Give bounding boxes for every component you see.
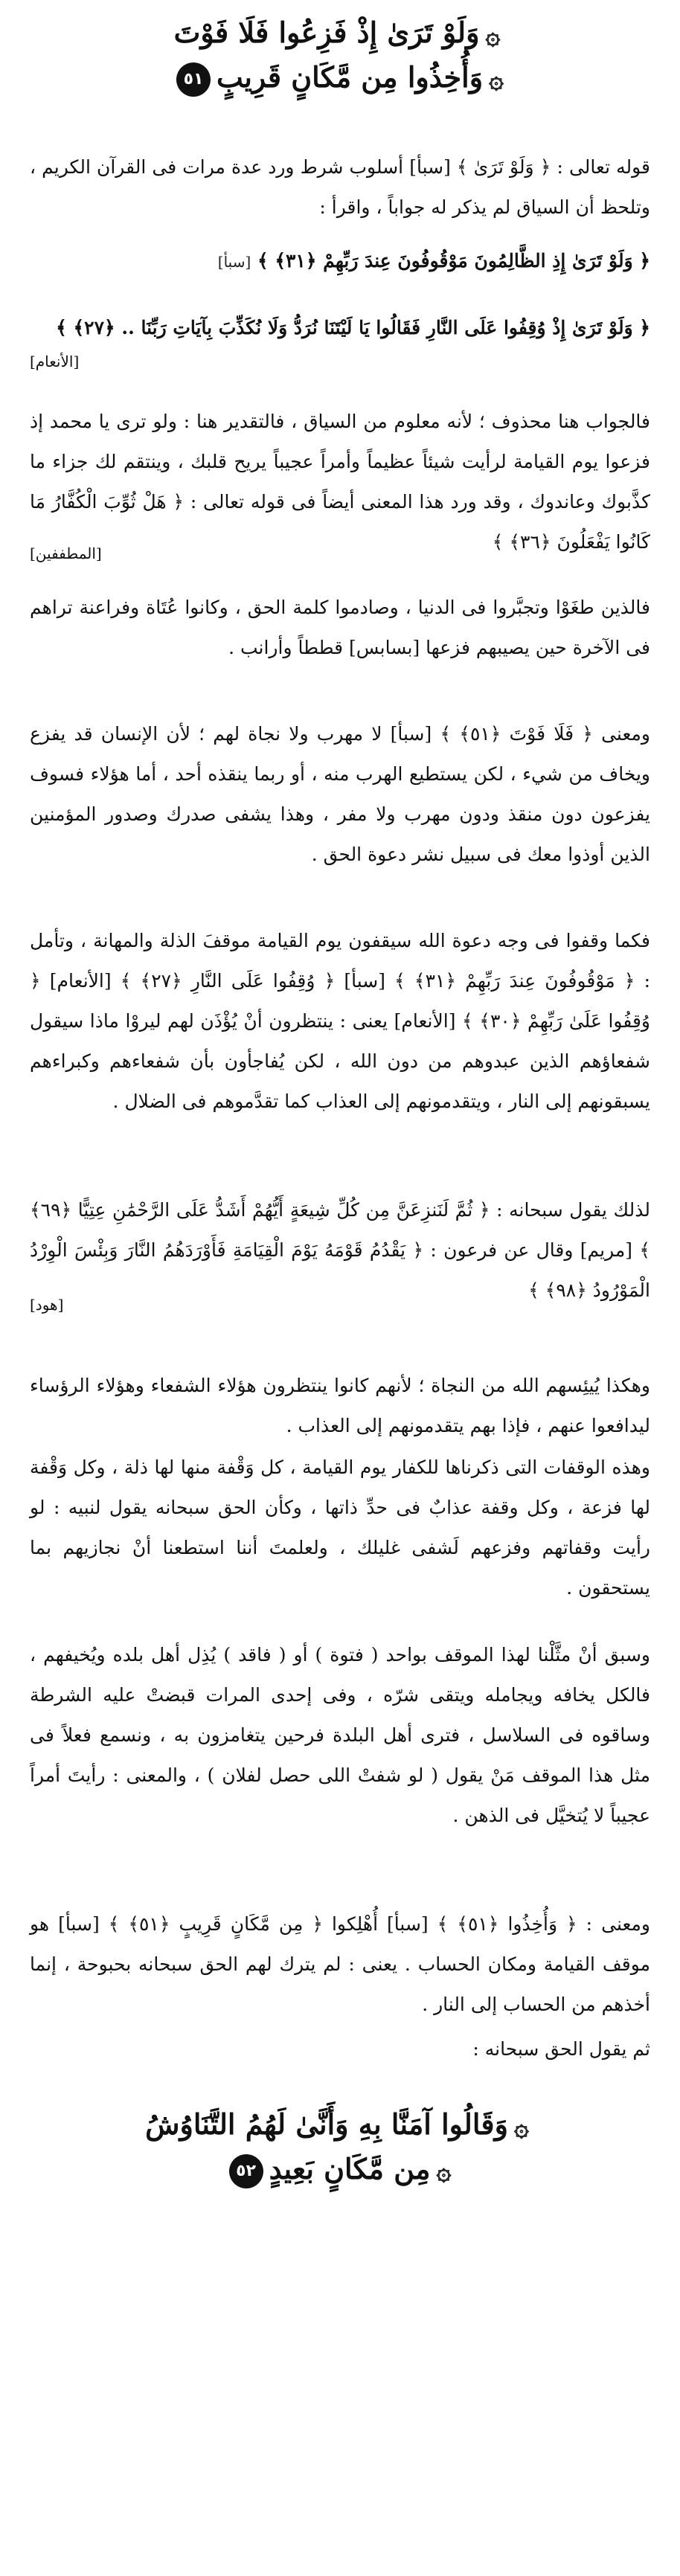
paragraph-6: لذلك يقول سبحانه : ﴿ ثُمَّ لَنَنزِعَنَّ مِن كُلِّ شِيعَةٍ أَيُّهُمْ أَشَدُّ عَلَى الرَّحْمَٰنِ عِتِيًّا ﴿٦٩﴾ ﴾ [مريم] وقال عن فرعون : ﴿ يَقْدُمُ قَوْمَهُ يَوْمَ الْقِيَامَةِ فَأَوْرَدَهُمُ النَّارَ وَبِئْسَ الْوِرْدُ الْمَوْرُودُ ﴿٩٨﴾ ﴾ <box>30 1199 650 1301</box>
ornament-icon: ۞ <box>489 65 504 94</box>
paragraph-5: فكما وقفوا فى وجه دعوة الله سيقفون يوم القيامة موقفَ الذلة والمهانة ، وتأمل : ﴿ مَوْقُوفُونَ عِندَ رَبِّهِمْ ﴿٣١﴾ ﴾ [سبأ] ﴿ وُقِفُوا عَلَى النَّارِ ﴿٢٧﴾ ﴾ [الأنعام] ﴿ وُقِفُوا عَلَىٰ رَبِّهِمْ ﴿٣٠﴾ ﴾ [الأنعام] يعنى : ينتظرون أنْ يُؤْذَن لهم ليروْا ماذا سيقول شفعاؤهم الذين عبدوهم من دون الله ، لكن يُفاجأون بأن شفعاءهم وكبراءهم يسبقونهم إلى النار ، ويتقدمونهم إلى العذاب كما تقدَّموهم فى الضلال . <box>30 930 650 1112</box>
top-verse-text-1: وَلَوْ تَرَىٰ إِذْ فَزِعُوا فَلَا فَوْتَ <box>173 16 480 49</box>
ornament-icon: ۞ <box>485 20 501 51</box>
paragraph-9: وسبق أنْ مثَّلْنا لهذا الموقف بواحد ( فتوة ) أو ( فاقد ) يُذِل أهل بلده ويُخيفهم ، فالكل يخافه ويجامله ويتقى شرّه ، وفى إحدى المرات قبضتْ عليه الشرطة وساقوه فى السلاسل ، فترى أهل البلدة فرحين يتغامزون به ، ونسمع فعلاً فى مثل هذا الموقف مَنْ يقول ( لو شفتْ اللى حصل لفلان ) ، والمعنى : رأيتَ أمراً عجيباً لا يُتخيَّل فى الذهن . <box>30 1644 650 1826</box>
quote-2-source: [الأنعام] <box>30 353 80 370</box>
bottom-verse-text-2: مِن مَّكَانٍ بَعِيدٍ <box>269 2151 431 2185</box>
ornament-icon: ۞ <box>436 2156 452 2186</box>
paragraph-7: وهكذا يُيئِسهم الله من النجاة ؛ لأنهم كانوا ينتظرون هؤلاء الشفعاء وهؤلاء الرؤساء ليدافعوا عنهم ، فإذا بهم يتقدمونهم إلى العذاب . <box>30 1375 650 1436</box>
bottom-verse-line-1 <box>0 2104 680 2148</box>
paragraph-3: فالذين طغَوْا وتجبَّروا فى الدنيا ، وصادموا كلمة الحق ، وكانوا عُتَاة وفراعنة تراهم فى الآخرة حين يصيبهم فزعها [بسابس] قططاً وأرانب . <box>30 597 650 658</box>
paragraph-1: قوله تعالى : ﴿ وَلَوْ تَرَىٰ ﴾ [سبأ] أسلوب شرط ورد عدة مرات فى القرآن الكريم ، وتلحظ أن السياق لم يذكر له جواباً ، واقرأ : <box>30 156 650 218</box>
quote-2 <box>30 308 650 348</box>
top-verse-line-1 <box>0 12 680 57</box>
paragraph-8: وهذه الوقفات التى ذكرناها للكفار يوم القيامة ، كل وَقْفة منها لها ذلة ، وكل وَقْفة لها فزعة ، وكل وقفة عذابٌ فى حدِّ ذاتها ، وكأن الحق سبحانه يقول لنبيه : لو رأيت وقفاتهم وفزعهم لَشفى غليلك ، ولعلمتَ أننا استطعنا أنْ نجازيهم بما يستحقون . <box>30 1456 650 1599</box>
quote-1-source: [سبأ] <box>217 253 251 271</box>
paragraph-2-source: [المطففين] <box>30 545 102 562</box>
quote-2-text: ﴿ وَلَوْ تَرَىٰ إِذْ وُقِفُوا عَلَى النَّارِ فَقَالُوا يَا لَيْتَنَا نُرَدُّ وَلَا نُكَذِّبَ بِآيَاتِ رَبِّنَا .. ﴿٢٧﴾ ﴾ <box>56 317 650 338</box>
bottom-verse-block <box>0 2104 680 2192</box>
paragraph-6-source: [هود] <box>30 1296 64 1314</box>
top-verse-text-2: وَأُخِذُوا مِن مَّكَانٍ قَرِيبٍ <box>216 60 484 94</box>
paragraph-11: ثم يقول الحق سبحانه : <box>472 2038 650 2060</box>
ayah-number-badge: ٥٢ <box>229 2154 263 2188</box>
quote-1 <box>30 241 650 282</box>
quote-1-text: ﴿ وَلَوْ تَرَىٰ إِذِ الظَّالِمُونَ مَوْقُوفُونَ عِندَ رَبِّهِمْ ﴿٣١﴾ ﴾ <box>257 250 650 272</box>
bottom-verse-line-2 <box>0 2148 680 2193</box>
ayah-number-badge: ٥١ <box>176 62 211 97</box>
top-verse-line-2 <box>0 57 680 101</box>
bottom-verse-text-1: وَقَالُوا آمَنَّا بِهِ وَأَنَّىٰ لَهُمُ التَّنَاوُشُ <box>145 2107 508 2141</box>
paragraph-10: ومعنى : ﴿ وَأُخِذُوا ﴿٥١﴾ ﴾ [سبأ] أُهْلِكوا ﴿ مِن مَّكَانٍ قَرِيبٍ ﴿٥١﴾ ﴾ [سبأ] هو موقف القيامة ومكان الحساب . يعنى : لم يترك لهم الحق سبحانه بحبوحة ، إنما أخذهم من الحساب إلى النار . <box>30 1913 651 2015</box>
ornament-icon: ۞ <box>513 2112 529 2142</box>
paragraph-2: فالجواب هنا محذوف ؛ لأنه معلوم من السياق ، فالتقدير هنا : ولو ترى يا محمد إذ فزعوا يوم القيامة لرأيت شيئاً عظيماً وأمراً عجيباً يريح قلبك ، وينتقم لك جزاء ما كذَّبوك وعاندوك ، وقد ورد هذا المعنى أيضاً فى قوله تعالى : ﴿ هَلْ ثُوِّبَ الْكُفَّارُ مَا كَانُوا يَفْعَلُونَ ﴿٣٦﴾ ﴾ <box>30 411 650 553</box>
paragraph-4: ومعنى ﴿ فَلَا فَوْتَ ﴿٥١﴾ ﴾ [سبأ] لا مهرب ولا نجاة لهم ؛ لأن الإنسان قد يفزع ويخاف من شيء ، لكن يستطيع الهرب منه ، أو ربما ينقذه أحد ، أما هؤلاء فسوف يفزعون دون منقذ ودون مهرب ولا مفر ، وهذا يشفى صدرك وصدور المؤمنين الذين أوذوا معك فى سبيل نشر دعوة الحق . <box>30 723 651 865</box>
top-verse-block <box>0 12 680 100</box>
